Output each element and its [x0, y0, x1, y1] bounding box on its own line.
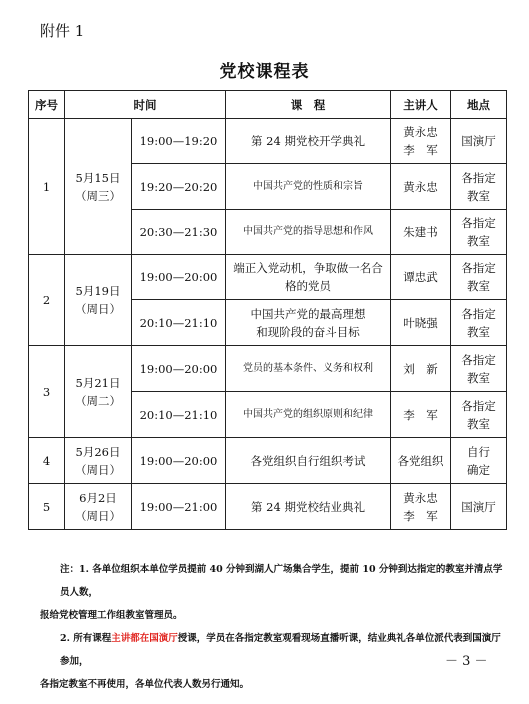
group-number: 1 — [29, 119, 65, 255]
place-text: 教室 — [467, 370, 490, 385]
date-text: 5月26日 — [75, 444, 121, 459]
place-text: 教室 — [467, 416, 490, 431]
speaker-cell: 谭忠武 — [391, 255, 451, 300]
place-text: 各指定 — [461, 170, 496, 185]
note-2-post: 授课，学员在各指定教室观看现场直播听课，结业典礼各单位派代表到国演厅参加， — [60, 633, 501, 667]
speaker-cell — [391, 119, 451, 164]
place-text: 各指定 — [461, 398, 496, 413]
time-cell: 20:30—21:30 — [132, 210, 226, 255]
note-2-highlight: 主讲都在国演厅 — [111, 633, 178, 644]
place-text: 各指定 — [461, 352, 496, 367]
place-text: 教室 — [467, 279, 490, 293]
speaker-name: 李 军 — [403, 508, 438, 523]
time-cell: 19:20—20:20 — [132, 164, 226, 210]
course-cell — [226, 300, 391, 346]
table-header-row — [29, 91, 507, 119]
notes-block — [40, 558, 510, 696]
place-text: 确定 — [467, 462, 490, 477]
course-cell: 中国共产党的指导思想和作风 — [226, 210, 391, 255]
attachment-label: 附件 1 — [40, 22, 85, 40]
speaker-name: 黄永忠 — [403, 125, 438, 139]
group-date — [65, 119, 132, 255]
course-cell: 中国共产党的组织原则和纪律 — [226, 392, 391, 438]
table-row — [29, 346, 507, 392]
date-text: 5月15日 — [75, 170, 121, 185]
header-no: 序号 — [29, 91, 65, 119]
speaker-cell: 黄永忠 — [391, 164, 451, 210]
course-cell: 第 24 期党校开学典礼 — [226, 119, 391, 164]
place-text: 自行 — [467, 444, 490, 459]
group-date — [65, 438, 132, 484]
speaker-cell: 叶晓强 — [391, 300, 451, 346]
place-cell — [451, 255, 507, 300]
course-cell: 党员的基本条件、义务和权利 — [226, 346, 391, 392]
speaker-name: 黄永忠 — [403, 490, 438, 505]
time-cell: 19:00—19:20 — [132, 119, 226, 164]
course-line: 中国共产党的最高理想 — [250, 306, 366, 321]
place-cell — [451, 300, 507, 346]
place-text: 各指定 — [461, 261, 496, 275]
group-date — [65, 346, 132, 438]
group-date — [65, 255, 132, 346]
page-number: － 3 － — [445, 654, 488, 669]
note-2-pre: 2. 所有课程 — [60, 633, 112, 644]
note-2-line-2: 各指定教室不再使用，各单位代表人数另行通知。 — [40, 679, 250, 690]
header-course: 课 程 — [226, 91, 391, 119]
place-text: 教室 — [467, 234, 490, 248]
speaker-name: 李 军 — [403, 143, 438, 157]
course-cell: 各党组织自行组织考试 — [226, 438, 391, 484]
header-time: 时间 — [65, 91, 226, 119]
date-text: 5月19日 — [75, 284, 121, 298]
course-cell: 第 24 期党校结业典礼 — [226, 484, 391, 530]
weekday-text: （周日） — [75, 508, 121, 523]
table-row — [29, 484, 507, 530]
header-place: 地点 — [451, 91, 507, 119]
place-text: 各指定 — [461, 216, 496, 230]
table-row — [29, 255, 507, 300]
time-cell: 20:10—21:10 — [132, 300, 226, 346]
place-cell: 国演厅 — [451, 119, 507, 164]
date-text: 6月2日 — [79, 490, 117, 505]
date-text: 5月21日 — [75, 375, 121, 390]
time-cell: 19:00—21:00 — [132, 484, 226, 530]
speaker-cell: 刘 新 — [391, 346, 451, 392]
weekday-text: （周二） — [75, 393, 121, 408]
speaker-cell: 各党组织 — [391, 438, 451, 484]
table-row — [29, 438, 507, 484]
place-cell — [451, 392, 507, 438]
table-row — [29, 119, 507, 164]
time-cell: 19:00—20:00 — [132, 346, 226, 392]
group-number: 4 — [29, 438, 65, 484]
weekday-text: （周日） — [75, 462, 121, 477]
speaker-cell — [391, 484, 451, 530]
speaker-cell: 朱建书 — [391, 210, 451, 255]
note-1-line-2: 报给党校管理工作组教室管理员。 — [40, 610, 183, 621]
course-cell — [226, 255, 391, 300]
group-number: 3 — [29, 346, 65, 438]
time-cell: 19:00—20:00 — [132, 438, 226, 484]
place-cell — [451, 164, 507, 210]
note-1-line-1: 注：1. 各单位组织本单位学员提前 40 分钟到湖人广场集合学生，提前 10 分钟到达指定的教室并清点学员人数， — [60, 564, 503, 598]
group-date — [65, 484, 132, 530]
time-cell: 19:00—20:00 — [132, 255, 226, 300]
place-cell: 国演厅 — [451, 484, 507, 530]
time-cell: 20:10—21:10 — [132, 392, 226, 438]
course-line: 和现阶段的奋斗目标 — [256, 324, 360, 339]
place-text: 教室 — [467, 324, 490, 339]
weekday-text: （周日） — [75, 302, 121, 316]
place-cell — [451, 438, 507, 484]
schedule-table — [28, 90, 507, 530]
weekday-text: （周三） — [75, 188, 121, 203]
course-line: 端正入党动机，争取做一名合 — [233, 261, 383, 275]
place-text: 各指定 — [461, 306, 496, 321]
group-number: 2 — [29, 255, 65, 346]
group-number: 5 — [29, 484, 65, 530]
course-cell: 中国共产党的性质和宗旨 — [226, 164, 391, 210]
header-speaker: 主讲人 — [391, 91, 451, 119]
place-text: 教室 — [467, 188, 490, 203]
course-line: 格的党员 — [285, 279, 331, 293]
note-2-line-1 — [40, 627, 510, 673]
speaker-cell: 李 军 — [391, 392, 451, 438]
page-title: 党校课程表 — [219, 62, 310, 82]
place-cell — [451, 210, 507, 255]
place-cell — [451, 346, 507, 392]
